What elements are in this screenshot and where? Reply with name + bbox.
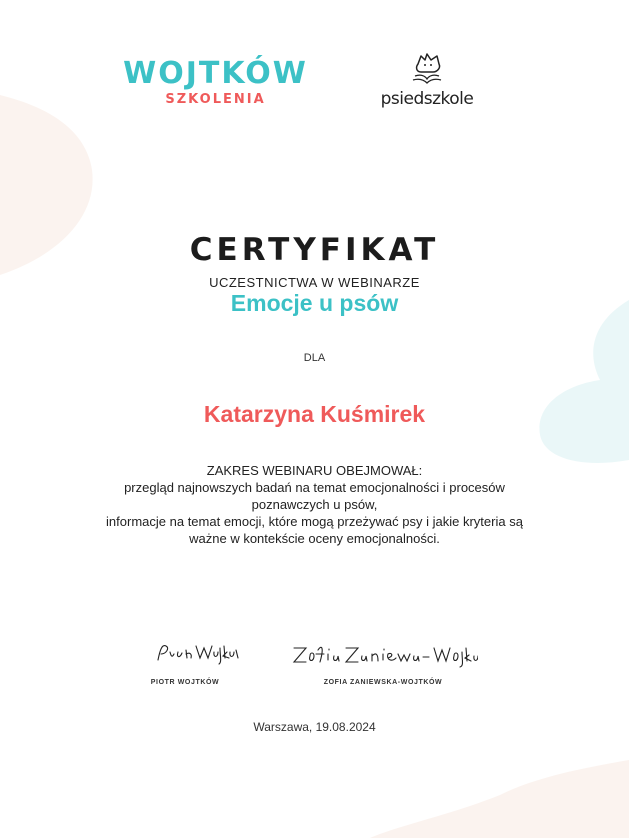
- psiedszkole-logo: [372, 50, 482, 109]
- wojtkow-szkolenia-logo: [113, 58, 318, 108]
- webinar-scope: [0, 462, 629, 547]
- logo-szkolenia-wordmark: SZKOLENIA: [165, 92, 266, 107]
- place-and-date: Warszawa, 19.08.2024: [253, 720, 376, 734]
- handwritten-signature: [130, 640, 240, 668]
- handwritten-signature: [288, 640, 478, 668]
- background-blob-bottom: [370, 760, 629, 838]
- scope-line: informacje na temat emocji, które mogą przeżywać psy i jakie kryteria są: [106, 514, 523, 529]
- dog-book-icon: [397, 50, 457, 88]
- scope-line: przegląd najnowszych badań na temat emocjonalności i procesów: [124, 480, 505, 495]
- logo-psiedszkole-wordmark: psiedszkole: [380, 89, 474, 109]
- for-label: DLA: [303, 352, 326, 364]
- certificate-title: CERTYFIKAT: [189, 232, 440, 268]
- signature-piotr: [130, 640, 240, 686]
- signature-label: ZOFIA ZANIEWSKA-WOJTKÓW: [323, 679, 443, 686]
- scope-line: poznawczych u psów,: [251, 497, 378, 512]
- background-blob-right: [525, 300, 629, 470]
- webinar-name: Emocje u psów: [230, 290, 399, 316]
- scope-line: ważne w kontekście oceny emocjonalności.: [189, 531, 440, 546]
- signature-zofia: [288, 640, 478, 686]
- signature-label: PIOTR WOJTKÓW: [150, 679, 220, 686]
- certificate-subtitle: UCZESTNICTWA W WEBINARZE: [209, 275, 420, 290]
- scope-heading: ZAKRES WEBINARU OBEJMOWAŁ:: [206, 463, 423, 478]
- recipient-name: Katarzyna Kuśmirek: [203, 401, 426, 427]
- logo-wojtkow-wordmark: WOJTKÓW: [123, 56, 308, 91]
